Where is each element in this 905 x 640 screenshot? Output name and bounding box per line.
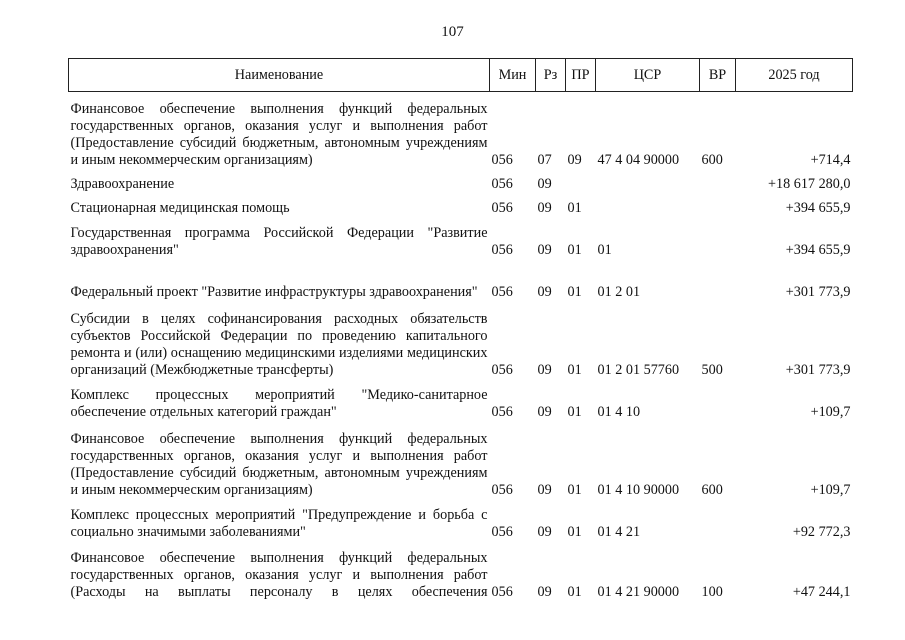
row-name: Государственная программа Российской Федерации "Развитие здравоохранения" (70, 224, 488, 258)
table-row (69, 262, 853, 304)
row-rz: 09 (537, 481, 552, 498)
row-pr: 01 (567, 523, 582, 540)
row-min: 056 (491, 583, 513, 600)
table-row (69, 304, 853, 382)
row-name: Стационарная медицинская помощь (70, 199, 290, 216)
row-amount: +109,7 (810, 403, 851, 420)
row-vr (700, 196, 736, 220)
row-pr (566, 172, 596, 196)
row-csr: 01 4 21 (597, 523, 641, 540)
budget-table (68, 58, 853, 604)
row-amount: +714,4 (810, 151, 851, 168)
row-amount: +394 655,9 (785, 241, 851, 258)
table-row (69, 172, 853, 196)
row-name: Субсидии в целях софинансирования расходных обязательств субъектов Российской Федерации по проведению капитального ремонта и (или) оснащению медицинскими изделиями медицинских организаций (Межбюджетные трансферты) (70, 310, 488, 378)
row-csr (596, 196, 700, 220)
row-amount: +18 617 280,0 (768, 175, 851, 192)
row-min: 056 (491, 283, 513, 300)
row-amount: +92 772,3 (792, 523, 851, 540)
row-rz: 09 (537, 199, 552, 216)
row-min: 056 (491, 175, 513, 192)
row-name: Финансовое обеспечение выполнения функций федеральных государственных органов, оказания услуг и выполнения работ (Предоставление субсидий бюджетным, автономным учреждениям и иным некоммерческим организациям) (70, 100, 488, 168)
row-name: Здравоохранение (70, 175, 175, 192)
header-year: 2025 год (736, 59, 853, 92)
row-pr: 01 (567, 361, 582, 378)
row-csr (596, 172, 700, 196)
row-name: Комплекс процессных мероприятий "Медико-санитарное обеспечение отдельных категорий граждан" (70, 386, 488, 420)
row-csr: 01 2 01 (597, 283, 641, 300)
row-vr: 500 (701, 361, 723, 378)
row-csr: 01 (597, 241, 612, 258)
row-rz: 09 (537, 523, 552, 540)
row-name: Финансовое обеспечение выполнения функций федеральных государственных органов, оказания услуг и выполнения работ (Расходы на выплаты персоналу в целях обеспечения (70, 549, 488, 600)
header-min: Мин (490, 59, 536, 92)
row-name: Комплекс процессных мероприятий "Предупреждение и борьба с социально значимыми заболеваниями" (70, 506, 488, 540)
row-min: 056 (491, 241, 513, 258)
row-rz: 07 (537, 151, 552, 168)
row-csr: 47 4 04 90000 (597, 151, 680, 168)
row-vr: 600 (701, 481, 723, 498)
row-vr: 100 (701, 583, 723, 600)
row-name: Федеральный проект "Развитие инфраструктуры здравоохранения" (70, 283, 478, 300)
row-min: 056 (491, 523, 513, 540)
row-pr: 01 (567, 283, 582, 300)
header-csr: ЦСР (596, 59, 700, 92)
row-rz: 09 (537, 175, 552, 192)
row-min: 056 (491, 151, 513, 168)
row-pr: 01 (567, 241, 582, 258)
row-min: 056 (491, 361, 513, 378)
row-csr: 01 4 10 90000 (597, 481, 680, 498)
row-amount: +394 655,9 (785, 199, 851, 216)
table-row (69, 220, 853, 262)
header-name: Наименование (69, 59, 490, 92)
row-vr (700, 382, 736, 424)
row-min: 056 (491, 199, 513, 216)
row-rz: 09 (537, 583, 552, 600)
row-min: 056 (491, 481, 513, 498)
row-rz: 09 (537, 241, 552, 258)
row-vr (700, 172, 736, 196)
row-min: 056 (491, 403, 513, 420)
row-name: Финансовое обеспечение выполнения функций федеральных государственных органов, оказания услуг и выполнения работ (Предоставление субсидий бюджетным, автономным учреждениям и иным некоммерческим организациям) (70, 430, 488, 498)
row-csr: 01 4 21 90000 (597, 583, 680, 600)
row-pr: 01 (567, 583, 582, 600)
row-csr: 01 2 01 57760 (597, 361, 680, 378)
table-row (69, 424, 853, 502)
row-amount: +47 244,1 (792, 583, 851, 600)
row-amount: +301 773,9 (785, 283, 851, 300)
row-vr: 600 (701, 151, 723, 168)
row-amount: +301 773,9 (785, 361, 851, 378)
row-rz: 09 (537, 403, 552, 420)
row-vr (700, 262, 736, 304)
table-row (69, 92, 853, 172)
table-row (69, 502, 853, 544)
header-pr: ПР (566, 59, 596, 92)
header-rz: Рз (536, 59, 566, 92)
row-vr (700, 220, 736, 262)
row-pr: 01 (567, 481, 582, 498)
row-vr (700, 502, 736, 544)
table-header-row (69, 59, 853, 92)
row-pr: 01 (567, 199, 582, 216)
table-row (69, 382, 853, 424)
row-pr: 01 (567, 403, 582, 420)
row-pr: 09 (567, 151, 582, 168)
row-rz: 09 (537, 283, 552, 300)
row-amount: +109,7 (810, 481, 851, 498)
table-row (69, 196, 853, 220)
table-row (69, 544, 853, 604)
header-vr: ВР (700, 59, 736, 92)
row-csr: 01 4 10 (597, 403, 641, 420)
page-number: 107 (441, 24, 464, 40)
row-rz: 09 (537, 361, 552, 378)
